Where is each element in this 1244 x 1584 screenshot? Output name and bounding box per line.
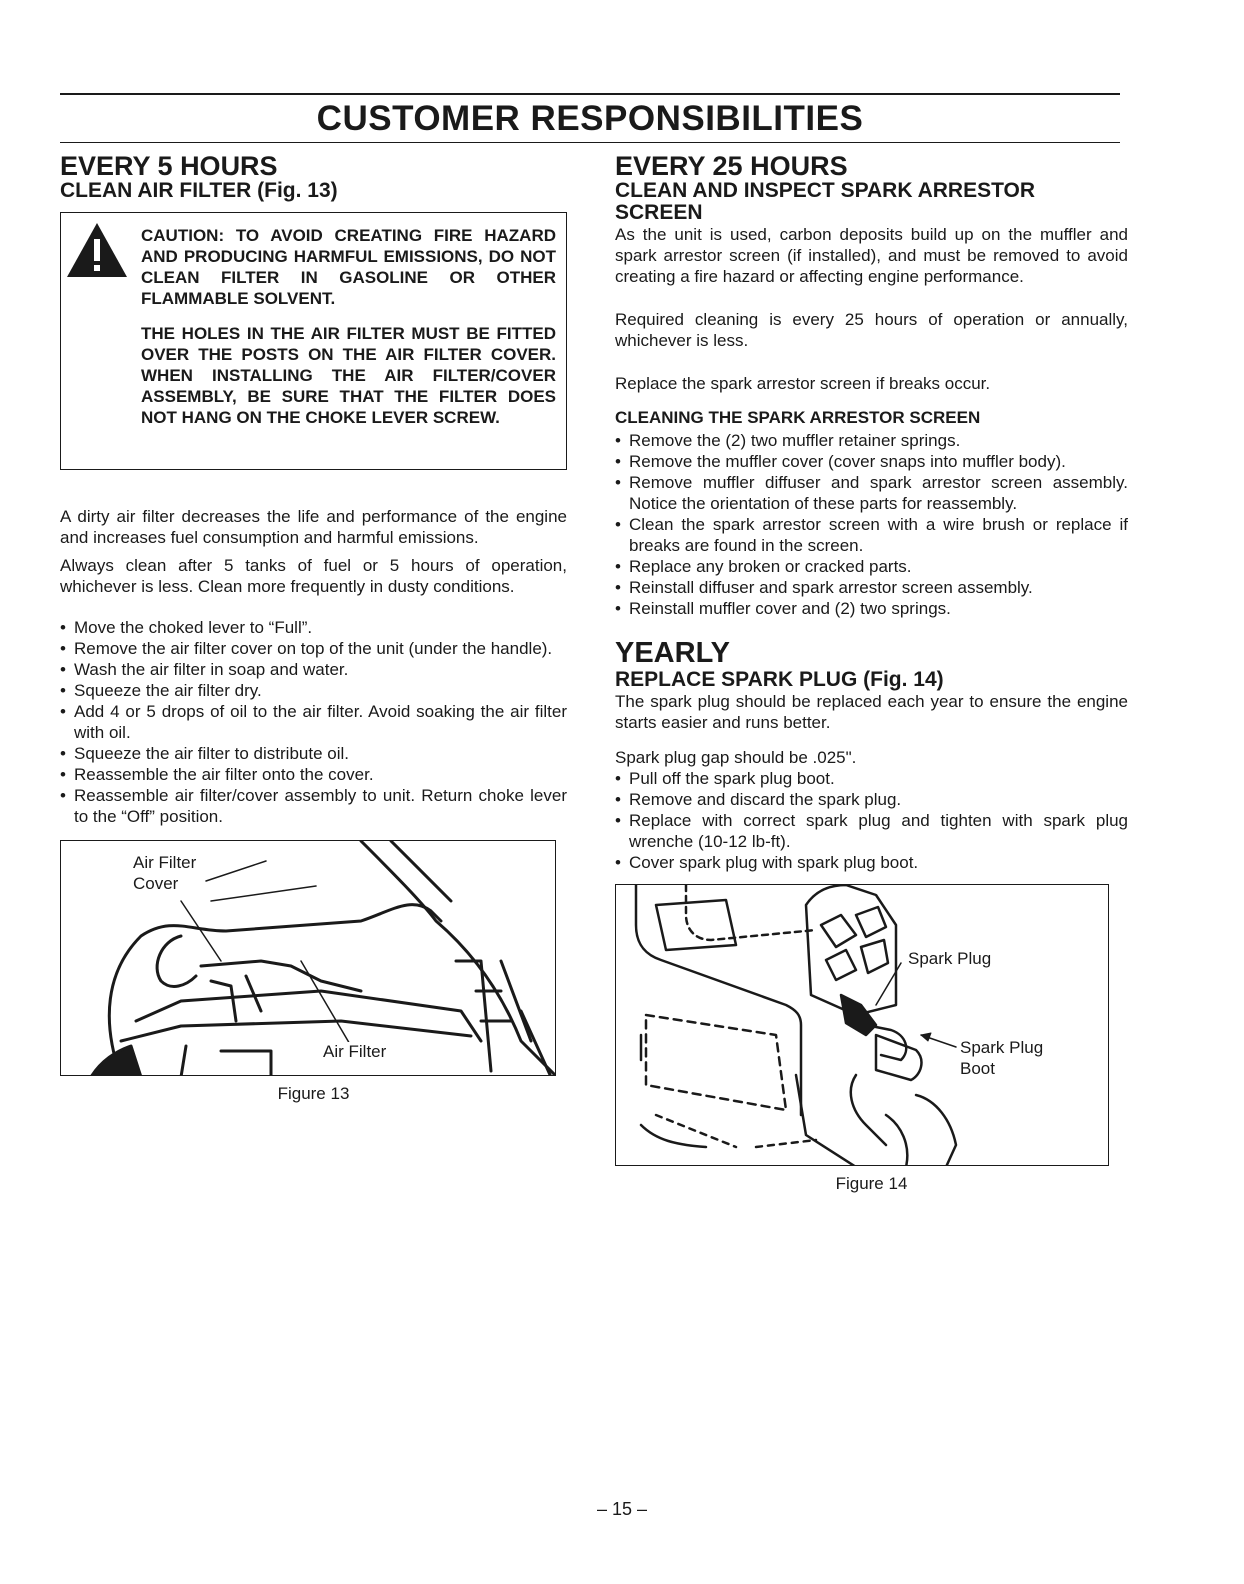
spark-arrestor-heading: CLEAN AND INSPECT SPARK ARRESTOR SCREEN (615, 179, 1036, 224)
list-item: • Add 4 or 5 drops of oil to the air filter. Avoid soaking the air filter with oil. (60, 701, 567, 743)
list-item: • Replace any broken or cracked parts. (615, 556, 1128, 577)
left-column (60, 152, 567, 1104)
clean-air-filter-heading: CLEAN AIR FILTER (Fig. 13) (60, 179, 338, 202)
caution-box (60, 212, 567, 470)
warning-triangle-icon (65, 221, 129, 279)
list-item: • Replace with correct spark plug and tighten with spark plug wrenche (10-12 lb-ft). (615, 810, 1128, 852)
list-item: • Wash the air filter in soap and water. (60, 659, 567, 680)
title-underline (60, 142, 1120, 143)
top-rule (60, 93, 1120, 95)
list-item: • Remove the muffler cover (cover snaps into muffler body). (615, 451, 1128, 472)
list-item: • Remove the air filter cover on top of the unit (under the handle). (60, 638, 567, 659)
list-item: • Remove and discard the spark plug. (615, 789, 1128, 810)
air-filter-cover-label-line2: Cover (133, 874, 179, 893)
list-item: • Cover spark plug with spark plug boot. (615, 852, 1128, 873)
replace-screen-paragraph: Replace the spark arrestor screen if breaks occur. (615, 374, 991, 393)
list-item: • Reinstall muffler cover and (2) two springs. (615, 598, 1128, 619)
spark-plug-boot-label-line2: Boot (960, 1059, 995, 1078)
figure-13-caption: Figure 13 (277, 1084, 350, 1103)
replace-spark-plug-heading: REPLACE SPARK PLUG (Fig. 14) (615, 668, 944, 691)
dirty-filter-paragraph: A dirty air filter decreases the life and performance of the engine and increases fuel consumption and harmful emissions. (60, 507, 567, 547)
list-item: • Reinstall diffuser and spark arrestor screen assembly. (615, 577, 1128, 598)
air-filter-label: Air Filter (323, 1042, 387, 1061)
list-item: • Reassemble air filter/cover assembly to unit. Return choke lever to the “Off” position. (60, 785, 567, 827)
air-filter-cover-label-line1: Air Filter (133, 853, 197, 872)
carbon-deposits-paragraph: As the unit is used, carbon deposits build up on the muffler and spark arrestor screen (if installed), and must be removed to avoid creating a fire hazard or affecting engine performance. (615, 225, 1128, 286)
every-5-hours-heading: EVERY 5 HOURS (60, 151, 278, 181)
list-item: • Squeeze the air filter to distribute oil. (60, 743, 567, 764)
cleaning-steps (615, 430, 1128, 619)
list-item: • Squeeze the air filter dry. (60, 680, 567, 701)
right-column (615, 152, 1128, 1194)
page-title: CUSTOMER RESPONSIBILITIES (316, 99, 864, 138)
figure-14-illustration (615, 884, 1109, 1166)
list-item: • Remove the (2) two muffler retainer springs. (615, 430, 1128, 451)
yearly-paragraph: The spark plug should be replaced each year to ensure the engine starts easier and runs better. (615, 692, 1128, 732)
figure-14-caption: Figure 14 (835, 1174, 908, 1193)
list-item: • Reassemble the air filter onto the cover. (60, 764, 567, 785)
cleaning-heading: CLEANING THE SPARK ARRESTOR SCREEN (615, 408, 981, 427)
list-item: • Move the choked lever to “Full”. (60, 617, 567, 638)
page-number: – 15 – (596, 1499, 648, 1519)
air-filter-steps (60, 617, 567, 827)
spark-plug-label: Spark Plug (908, 949, 992, 968)
figure-13-illustration (60, 840, 556, 1076)
clean-frequency-paragraph: Always clean after 5 tanks of fuel or 5 hours of operation, whichever is less. Clean more frequently in dusty conditions. (60, 556, 567, 596)
list-item: • Remove muffler diffuser and spark arrestor screen assembly. Notice the orientation of these parts for reassembly. (615, 472, 1128, 514)
list-item: • Clean the spark arrestor screen with a wire brush or replace if breaks are found in the screen. (615, 514, 1128, 556)
every-25-hours-heading: EVERY 25 HOURS (615, 151, 848, 181)
spark-plug-steps (615, 768, 1128, 873)
plug-gap-text: Spark plug gap should be .025". (615, 748, 857, 767)
list-item: • Pull off the spark plug boot. (615, 768, 1128, 789)
spark-plug-boot-label-line1: Spark Plug (960, 1038, 1044, 1057)
required-cleaning-paragraph: Required cleaning is every 25 hours of operation or annually, whichever is less. (615, 310, 1128, 350)
caution-fire-hazard: CAUTION: TO AVOID CREATING FIRE HAZARD AND PRODUCING HARMFUL EMISSIONS, DO NOT CLEAN FILTER IN GASOLINE OR OTHER FLAMMABLE SOLVENT. (141, 226, 556, 308)
caution-filter-holes: THE HOLES IN THE AIR FILTER MUST BE FITTED OVER THE POSTS ON THE AIR FILTER COVER. WHEN INSTALLING THE AIR FILTER/COVER ASSEMBLY, BE SURE THAT THE FILTER DOES NOT HANG ON THE CHOKE LEVER SCREW. (141, 324, 556, 427)
yearly-heading: YEARLY (615, 637, 730, 669)
